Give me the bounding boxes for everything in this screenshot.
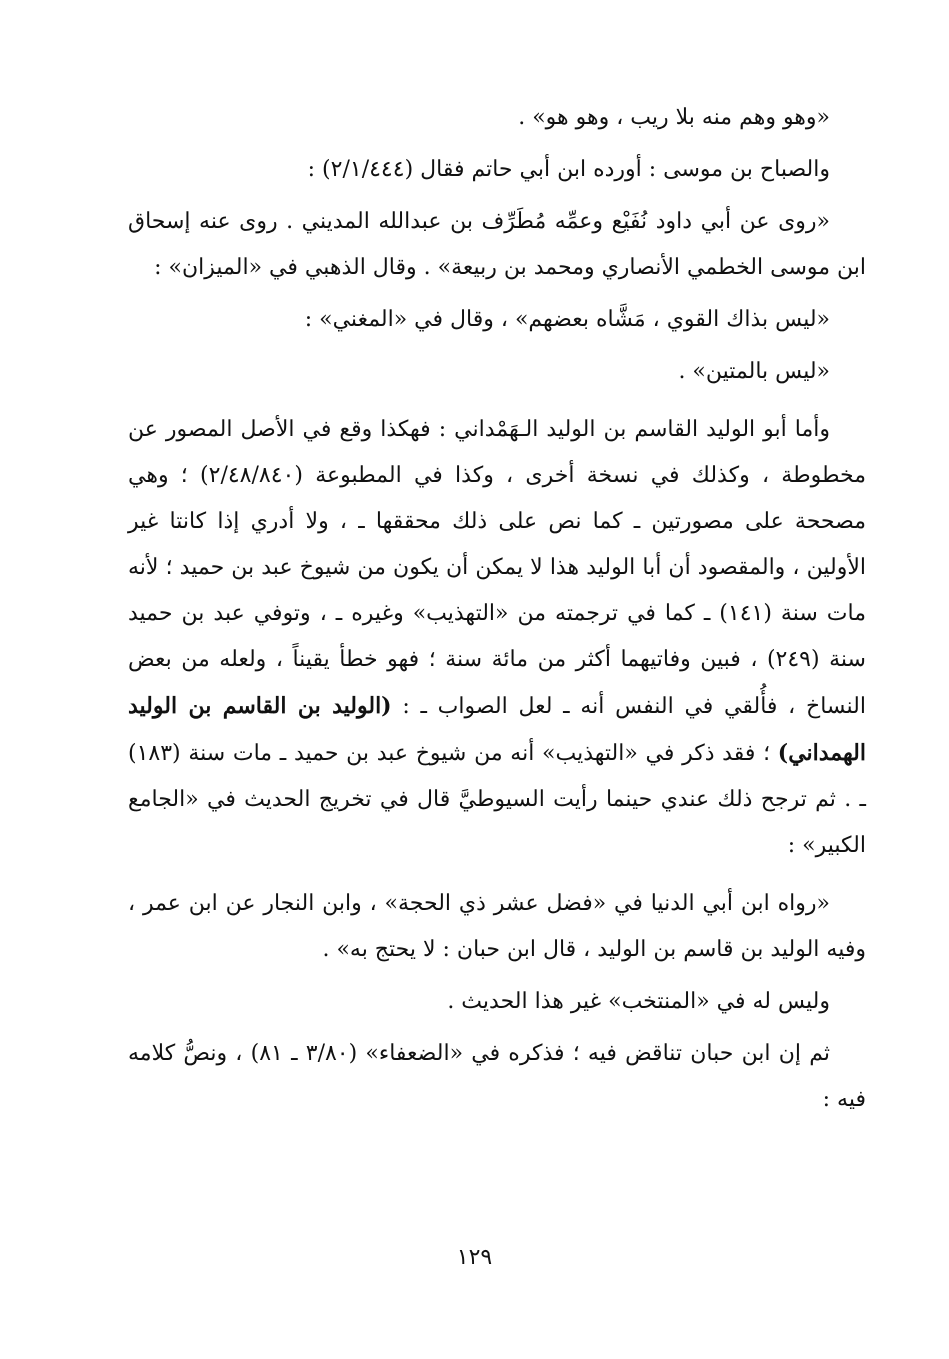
- paragraph-9: ثم إن ابن حبان تناقض فيه ؛ فذكره في «الضعفاء» (٣/٨٠ ـ ٨١) ، ونصُّ كلامه فيه :: [128, 1041, 866, 1112]
- paragraph-6-continuation: ؛ فقد ذكر في «التهذيب» أنه من شيوخ عبد بن حميد ـ مات سنة (١٨٣) ـ . ثم ترجح ذلك عندي حينما رأيت السيوطيَّ قال في تخريج الحديث في «الجامع الكبير» :: [128, 741, 866, 858]
- document-page: [128, 95, 866, 1123]
- paragraph-7: «رواه ابن أبي الدنيا في «فضل عشر ذي الحجة» ، وابن النجار عن ابن عمر ، وفيه الوليد بن قاسم بن الوليد ، قال ابن حبان : لا يحتج به» .: [128, 891, 866, 962]
- paragraph-1: «وهو وهم منه بلا ريب ، وهو هو» .: [518, 105, 830, 130]
- paragraph-2: والصباح بن موسى : أورده ابن أبي حاتم فقال (٢/١/٤٤٤) :: [307, 157, 830, 182]
- paragraph-6: [128, 407, 866, 869]
- paragraph-8: وليس له في «المنتخب» غير هذا الحديث .: [447, 989, 830, 1014]
- paragraph-4: «ليس بذاك القوي ، مَشَّاه بعضهم» ، وقال في «المغني» :: [304, 307, 830, 332]
- paragraph-3: «روى عن أبي داود نُفَيْع وعمِّه مُطَرِّف بن عبدالله المديني . روى عنه إسحاق ابن موسى الخطمي الأنصاري ومحمد بن ربيعة» . وقال الذهبي في «الميزان» :: [128, 209, 866, 280]
- paragraph-6-bold-name: (الوليد بن القاسم بن الوليد الهمداني): [128, 693, 866, 766]
- paragraph-6-text: وأما أبو الوليد القاسم بن الوليد الـهَمْداني : فهكذا وقع في الأصل المصور عن مخطوطة ، وكذلك في نسخة أخرى ، وكذا في المطبوعة (٢/٤٨/٨٤٠) ؛ وهي مصححة على مصورتين ـ كما نص على ذلك محققها ـ ، ولا أدري إذا كانتا غير الأولين ، والمقصود أن أبا الوليد هذا لا يمكن أن يكون من شيوخ عبد بن حميد ؛ لأنه مات سنة (١٤١) ـ كما في ترجمته من «التهذيب» وغيره ـ ، وتوفي عبد بن حميد سنة (٢٤٩) ، فبين وفاتيهما أكثر من مائة سنة ؛ فهو خطأ يقيناً ، ولعله من بعض النساخ ، فأُلقي في النفس أنه ـ لعل الصواب ـ :: [128, 417, 866, 719]
- page-number: ١٢٩: [456, 1245, 493, 1270]
- paragraph-5: «ليس بالمتين» .: [678, 359, 830, 384]
